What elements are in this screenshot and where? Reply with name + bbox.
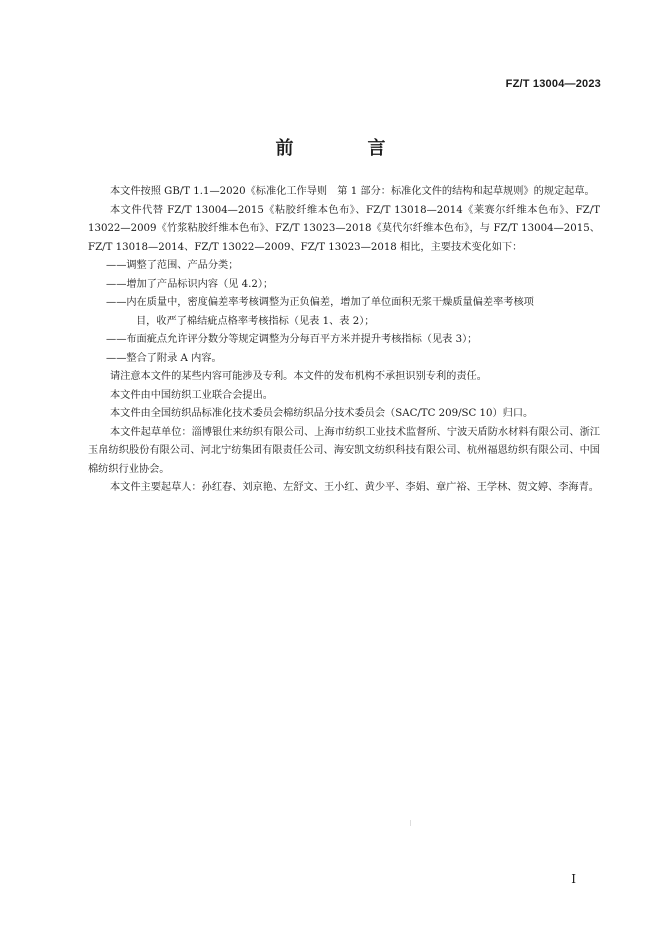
change-item: ——调整了范围、产品分类； bbox=[106, 260, 239, 271]
foreword-body bbox=[88, 183, 600, 498]
change-item: ——增加了产品标识内容（见 4.2）； bbox=[106, 278, 274, 290]
change-item: ——整合了附录 A 内容。 bbox=[106, 352, 222, 364]
paragraph-proposer: 本文件由中国纺织工业联合会提出。 bbox=[110, 389, 273, 401]
paragraph-committee: 本文件由全国纺织品标准化技术委员会棉纺织品分技术委员会（SAC/TC 209/SC 10）归口。 bbox=[110, 408, 534, 419]
paragraph-drafters: 本文件主要起草人：孙红春、刘京艳、左舒文、王小红、黄少平、李娟、章广裕、王学林、贺文婷、李海青。 bbox=[110, 482, 599, 493]
page-number: I bbox=[571, 872, 576, 886]
paragraph-replacement: 本文件代替 FZ/T 13004—2015《粘胶纤维本色布》、FZ/T 13018—2014《莱赛尔纤维本色布》、FZ/T 13022—2009《竹浆粘胶纤维本色布》、FZ/T 13023—2018《莫代尔纤维本色布》，与 FZ/T 13004—2015、FZ/T 13018—2014、FZ/T 13022—2009、FZ/T 13023—2018 相比，主要技术变化如下： bbox=[88, 204, 600, 253]
change-item-continuation: 目，收严了棉结疵点格率考核指标（见表 1、表 2）； bbox=[136, 315, 375, 327]
paragraph-drafting-units: 本文件起草单位：淄博银仕来纺织有限公司、上海市纺织工业技术监督所、宁波天盾防水材料有限公司、浙江玉帛纺织股份有限公司、河北宁纺集团有限责任公司、海安凯文纺织科技有限公司、杭州福恩纺织有限公司、中国棉纺织行业协会。 bbox=[88, 426, 600, 475]
standard-code: FZ/T 13004—2023 bbox=[505, 78, 601, 90]
change-item-long bbox=[88, 294, 600, 331]
change-item: ——布面疵点允许评分数分等规定调整为分每百平方米并提升考核指标（见表 3）； bbox=[106, 334, 478, 345]
page-title: 前 言 bbox=[275, 138, 414, 159]
paragraph-drafting-rules: 本文件按照 GB/T 1.1—2020《标准化工作导则 第 1 部分：标准化文件的结构和起草规则》的规定起草。 bbox=[110, 186, 595, 197]
scan-mark bbox=[410, 820, 411, 826]
change-item-first-line: ——内在质量中，密度偏差率考核调整为正负偏差，增加了单位面积无浆干燥质量偏差率考核项 bbox=[106, 297, 534, 308]
paragraph-patent-notice: 请注意本文件的某些内容可能涉及专利。本文件的发布机构不承担识别专利的责任。 bbox=[110, 371, 487, 382]
